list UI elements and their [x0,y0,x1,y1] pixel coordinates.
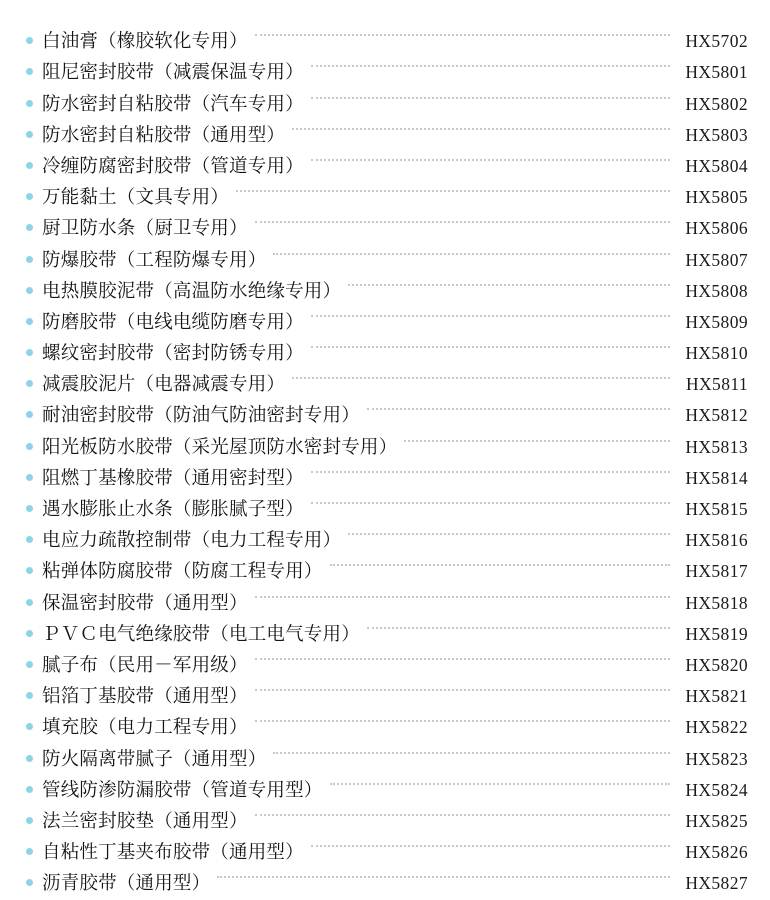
dot-leader [255,640,670,671]
bullet-icon [26,193,33,200]
bullet-icon [26,848,33,855]
dot-leader [255,702,670,733]
entry-code: HX5813 [685,436,748,457]
dot-leader [330,765,670,796]
bullet-icon [26,786,33,793]
entry-title: 遇水膨胀止水条（膨胀腻子型） [42,500,304,520]
dot-leader [311,141,670,172]
entry-code: HX5811 [685,374,748,395]
entry-title [26,0,232,1]
dot-leader [348,266,670,297]
bullet-icon [26,443,33,450]
entry-code: HX5814 [685,467,748,488]
bullet-icon [26,692,33,699]
dot-leader [292,110,670,141]
entry-title: 螺纹密封胶带（密封防锈专用） [42,344,304,365]
entry-title: 防水密封自粘胶带（汽车专用） [42,94,304,115]
entry-title: 粘弹体防腐胶带（防腐工程专用） [42,562,323,583]
entry-code: HX5809 [685,311,748,332]
entry-code: HX5823 [685,748,748,769]
bullet-icon [26,661,33,668]
entry-title: 阳光板防水胶带（采光屋顶防水密封专用） [42,437,398,458]
dot-leader [330,546,670,577]
bullet-icon [26,68,33,75]
entry-code: HX5827 [685,873,748,894]
bullet-icon [26,287,33,294]
bullet-icon [26,505,33,512]
entry-code: HX5702 [685,31,748,52]
bullet-icon [26,380,33,387]
entry-title: 白油膏（橡胶软化专用） [42,32,248,53]
entry-title: 管线防渗防漏胶带（管道专用型） [42,780,323,801]
bullet-icon [26,131,33,138]
entry-code: HX5812 [685,405,748,426]
dot-leader [311,297,670,328]
dot-leader [311,47,670,78]
dot-leader [367,390,670,421]
dot-leader [255,796,670,827]
dot-leader [311,484,670,515]
entry-title: 保温密封胶带（通用型） [42,593,248,614]
entry-code: HX5822 [685,717,748,738]
entry-title: 阻尼密封胶带（减震保温专用） [42,63,304,84]
bullet-icon [26,474,33,481]
bullet-icon [26,630,33,637]
entry-code: HX5817 [685,561,748,582]
entry-title: 防水密封自粘胶带（通用型） [42,125,286,146]
entry-code: HX5805 [685,187,748,208]
dot-leader [217,858,670,889]
entry-code: HX5804 [685,155,748,176]
entry-code: HX5821 [685,686,748,707]
dot-leader [255,203,670,234]
bullet-icon [26,37,33,44]
bullet-icon [26,256,33,263]
dot-leader [311,453,670,484]
entry-code: HX5810 [685,343,748,364]
entry-title: 电应力疏散控制带（电力工程专用） [42,531,342,552]
entry-code: HX5819 [685,623,748,644]
entry-title: 铝箔丁基胶带（通用型） [42,687,248,708]
dot-leader [367,609,670,640]
bullet-icon [26,755,33,762]
dot-leader [311,827,670,858]
dot-leader [311,328,670,359]
entry-title: 耐油密封胶带（防油气防油密封专用） [42,406,360,427]
dot-leader [404,421,670,452]
bullet-icon [26,879,33,886]
dot-leader [348,515,670,546]
entry-code: HX5803 [685,124,748,145]
entry-title: 万能黏土（文具专用） [42,188,230,209]
bullet-icon [26,567,33,574]
entry-code: HX5808 [685,280,748,301]
entry-code: HX5807 [685,249,748,270]
bullet-icon [26,349,33,356]
entry-code: HX5815 [685,499,748,519]
entry-title: ＰＶＣ电气绝缘胶带（电工电气专用） [42,624,360,645]
bullet-icon [26,100,33,107]
entry-title: 腻子布（民用－军用级） [42,655,248,676]
dot-leader [311,78,670,109]
entry-code: HX5824 [685,779,748,800]
entry-title: 法兰密封胶垫（通用型） [42,811,248,832]
bullet-icon [26,599,33,606]
dot-leader [255,671,670,702]
dot-leader [239,0,670,1]
entry-code: HX5825 [685,810,748,831]
bullet-icon [26,723,33,730]
list-item[interactable] [0,0,770,16]
entry-code: HX5801 [685,62,748,83]
entry-title: 防磨胶带（电线电缆防磨专用） [42,312,304,333]
entry-title: 自粘性丁基夹布胶带（通用型） [42,843,304,864]
entry-title: 厨卫防水条（厨卫专用） [42,219,248,240]
entry-title: 沥青胶带（通用型） [42,874,211,895]
entry-title: 防爆胶带（工程防爆专用） [42,250,267,271]
bullet-icon [26,536,33,543]
entry-title: 防火隔离带腻子（通用型） [42,749,267,770]
entry-title: 电热膜胶泥带（高温防水绝缘专用） [42,281,342,302]
bullet-icon [26,318,33,325]
dot-leader [273,733,670,764]
entry-code [676,0,748,1]
dot-leader [255,577,670,608]
entry-title: 减震胶泥片（电器减震专用） [42,375,286,396]
dot-leader [273,234,670,265]
entry-code: HX5816 [685,530,748,551]
entry-title: 阻燃丁基橡胶带（通用密封型） [42,468,304,489]
bullet-icon [26,162,33,169]
entry-code: HX5806 [685,218,748,239]
entry-title: 填充胶（电力工程专用） [42,718,248,739]
bullet-icon [26,817,33,824]
entry-code: HX5818 [685,592,748,613]
entry-title: 冷缠防腐密封胶带（管道专用） [42,156,304,177]
dot-leader [255,16,670,47]
bullet-icon [26,224,33,231]
dot-leader [236,172,670,203]
entry-code: HX5826 [685,842,748,863]
list-item[interactable] [0,16,770,53]
entry-code: HX5820 [685,654,748,675]
bullet-icon [26,411,33,418]
entry-code: HX5802 [685,93,748,114]
dot-leader [292,359,670,390]
